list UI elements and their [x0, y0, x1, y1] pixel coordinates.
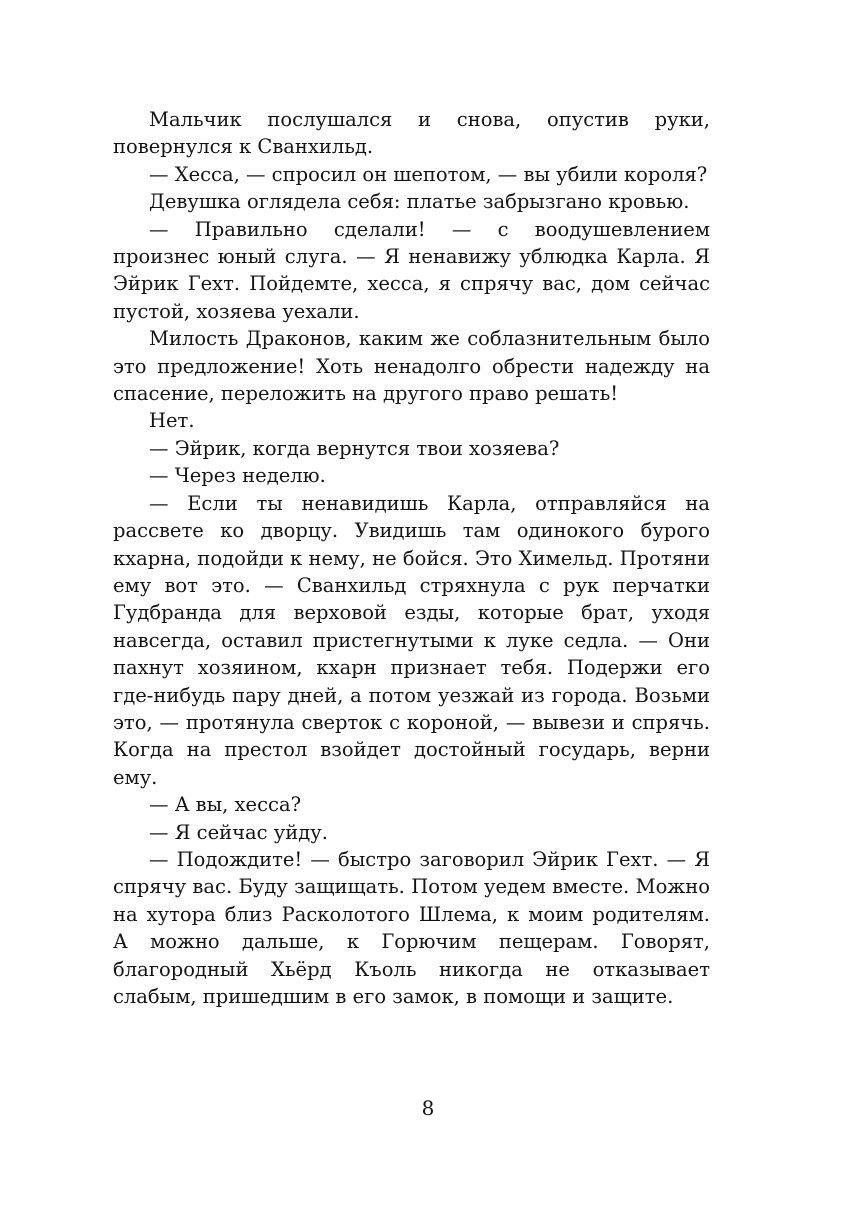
paragraph-8: — Через неделю.	[149, 464, 326, 488]
paragraph-3: Девушка оглядела себя: платье забрызгано кровью.	[149, 190, 690, 214]
paragraph-11: — Я сейчас уйду.	[149, 820, 328, 844]
paragraph-6: Нет.	[149, 409, 195, 433]
page-body-text	[113, 106, 710, 1010]
paragraph-10: — А вы, хесса?	[149, 793, 302, 817]
paragraph-12: — Подождите! — быстро заговорил Эйрик Гехт. — Я спрячу вас. Буду защищать. Потом уедем вместе. Можно на хутора близ Расколотого Шлема, к моим родителям. А можно дальше, к Горючим пещерам. Говорят, благородный Хьёрд Къоль никогда не отказывает слабым, пришедшим в его замок, в помощи и защите.	[113, 847, 710, 1008]
page-number: 8	[421, 1096, 435, 1120]
paragraph-1: Мальчик послушался и снова, опустив руки, повернулся к Сванхильд.	[113, 108, 710, 159]
paragraph-7: — Эйрик, когда вернутся твои хозяева?	[149, 436, 560, 460]
paragraph-2: — Хесса, — спросил он шепотом, — вы убили короля?	[149, 162, 708, 186]
paragraph-4: — Правильно сделали! — с воодушевлением произнес юный слуга. — Я ненавижу ублюдка Карла. Я Эйрик Гехт. Пойдемте, хесса, я спрячу вас, дом сейчас пустой, хозяева уехали.	[113, 217, 710, 323]
paragraph-9: — Если ты ненавидишь Карла, отправляйся на рассвете ко дворцу. Увидишь там одинокого бурого кхарна, подойди к нему, не бойся. Это Химельд. Протяни ему вот это. — Сванхильд стряхнула с рук перчатки Гудбранда для верховой езды, которые брат, уходя навсегда, оставил пристегнутыми к луке седла. — Они пахнут хозяином, кхарн признает тебя. Подержи его где-нибудь пару дней, а потом уезжай из города. Возьми это, — протянула сверток с короной, — вывези и спрячь. Когда на престол взойдет достойный государь, верни ему.	[113, 491, 710, 789]
paragraph-5: Милость Драконов, каким же соблазнительным было это предложение! Хоть ненадолго обрести надежду на спасение, переложить на другого право решать!	[113, 327, 710, 406]
